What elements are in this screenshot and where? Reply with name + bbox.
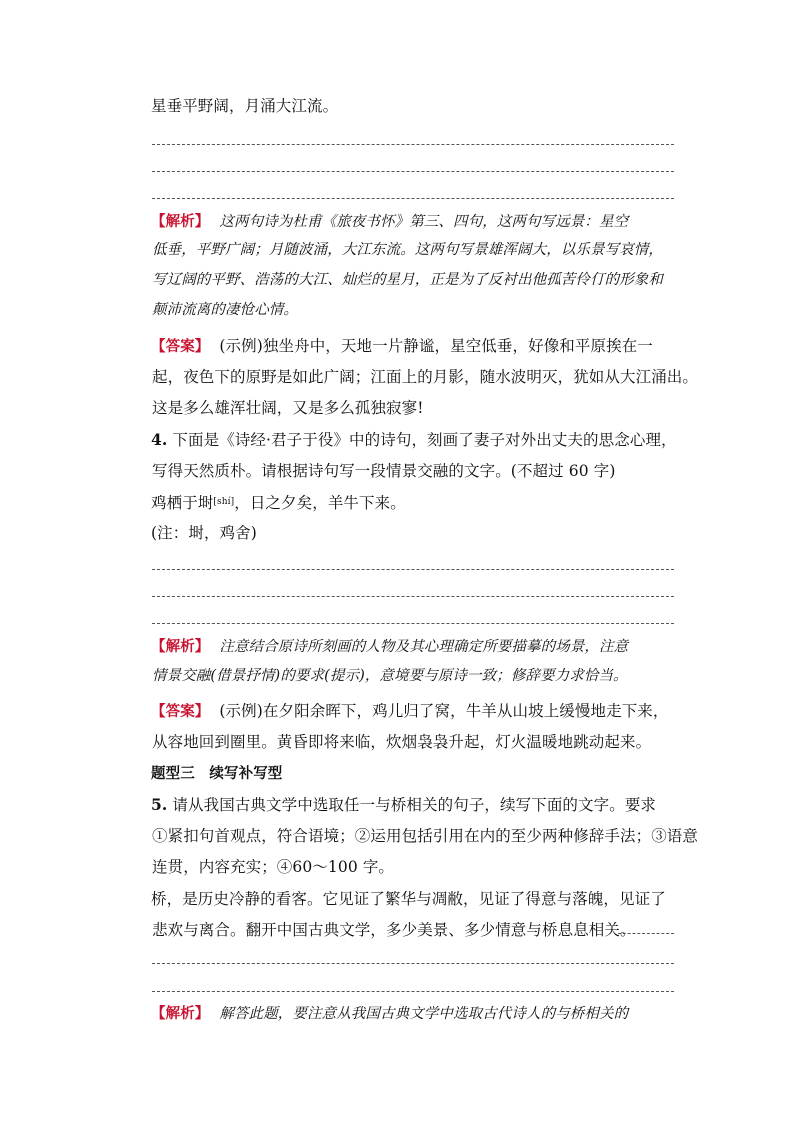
analysis-paragraph-line: 【解析】 解答此题，要注意从我国古典文学中选取古代诗人的与桥相关的 (151, 1006, 629, 1022)
analysis-paragraph-line: 颠沛流离的凄怆心情。 (152, 302, 298, 318)
answer-rule (152, 569, 674, 570)
answer-tag: 【答案】 (151, 704, 210, 720)
question-5-line: 5. 请从我国古典文学中选取任一与桥相关的句子，续写下面的文字。要求 (151, 795, 657, 814)
answer-rule (618, 933, 674, 934)
analysis-paragraph-line: 【解析】 注意结合原诗所刻画的人物及其心理确定所要描摹的场景，注意 (151, 639, 629, 655)
passage-line: 悲欢与离合。翻开中国古典文学，多少美景、多少情意与桥息息相关。 (152, 921, 636, 939)
question-5-line: 连贯，内容充实；④60～100 字。 (152, 858, 395, 876)
answer-rule (152, 991, 674, 992)
analysis-paragraph-line: 【解析】 这两句诗为杜甫《旅夜书怀》第三、四句，这两句写远景：星空 (151, 214, 629, 230)
answer-rule (152, 963, 674, 964)
question-4-line: 写得天然质朴。请根据诗句写一段情景交融的文字。(不超过 60 字) (152, 462, 616, 480)
question-5-line: ①紧扣句首观点，符合语境；②运用包括引用在内的至少两种修辞手法；③语意 (152, 827, 699, 845)
passage-line: 桥，是历史冷静的看客。它见证了繁华与凋敝，见证了得意与落魄，见证了 (151, 890, 666, 908)
section-heading: 题型三 续写补写型 (151, 766, 283, 782)
answer-rule (152, 171, 674, 172)
answer-paragraph-line: 起，夜色下的原野是如此广阔；江面上的月影，随水波明灭，犹如从大江涌出。 (152, 368, 699, 386)
analysis-tag: 【解析】 (151, 639, 210, 655)
answer-rule (152, 623, 674, 624)
answer-paragraph-line: 【答案】 (示例)独坐舟中，天地一片静谧，星空低垂，好像和平原挨在一 (151, 337, 653, 355)
analysis-paragraph-line: 低垂，平野广阔；月随波涌，大江东流。这两句写景雄浑阔大，以乐景写哀情， (152, 242, 663, 258)
question-note: (注：埘，鸡舍) (151, 524, 257, 542)
answer-rule (152, 198, 674, 199)
analysis-paragraph-line: 写辽阔的平野、浩荡的大江、灿烂的星月，正是为了反衬出他孤苦伶仃的形象和 (152, 272, 663, 288)
analysis-tag: 【解析】 (151, 214, 210, 230)
question-4-line: 4. 下面是《诗经·君子于役》中的诗句，刻画了妻子对外出丈夫的思念心理， (151, 430, 677, 449)
analysis-tag: 【解析】 (151, 1006, 210, 1022)
answer-paragraph-line: 从容地回到圈里。黄昏即将来临，炊烟袅袅升起，灯火温暖地跳动起来。 (152, 733, 652, 751)
answer-rule (152, 144, 674, 145)
question-number: 4. (151, 430, 168, 449)
question-number: 5. (151, 795, 168, 814)
poem-quote: 鸡栖于埘[shí]，日之夕矣，羊牛下来。 (151, 494, 406, 512)
answer-paragraph-line: 【答案】 (示例)在夕阳余晖下，鸡儿归了窝，牛羊从山坡上缓慢地走下来， (151, 702, 669, 720)
poem-line: 星垂平野阔，月涌大江流。 (151, 97, 339, 115)
analysis-paragraph-line: 情景交融(借景抒情)的要求(提示)，意境要与原诗一致；修辞要力求恰当。 (152, 668, 628, 684)
answer-tag: 【答案】 (151, 339, 210, 355)
pinyin-annotation: [shí] (213, 497, 235, 507)
answer-rule (152, 596, 674, 597)
answer-paragraph-line: 这是多么雄浑壮阔，又是多么孤独寂寥! (152, 399, 424, 417)
